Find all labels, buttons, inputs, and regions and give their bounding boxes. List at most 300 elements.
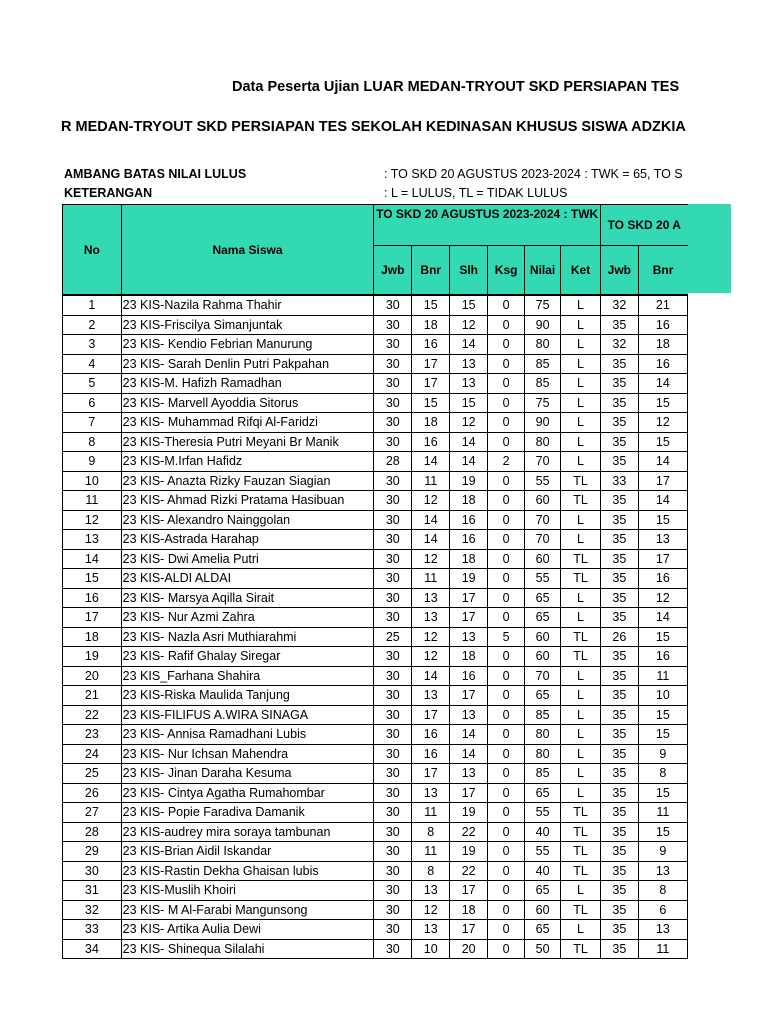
cell-name: 23 KIS- Rafif Ghalay Siregar	[121, 647, 374, 667]
cell-no: 10	[63, 471, 122, 491]
cell-bnr: 14	[412, 666, 450, 686]
cell-slh: 22	[450, 822, 488, 842]
cell-ksg: 0	[488, 588, 525, 608]
cell-ksg: 0	[488, 530, 525, 550]
cell-jwb-2: 26	[601, 627, 639, 647]
table-row	[63, 374, 688, 394]
cell-ksg: 0	[488, 569, 525, 589]
subheader-2-jwb: Jwb	[601, 246, 639, 296]
table-row	[63, 354, 688, 374]
cell-name: 23 KIS- Annisa Ramadhani Lubis	[121, 725, 374, 745]
cell-bnr: 18	[412, 413, 450, 433]
cell-jwb: 30	[374, 393, 412, 413]
cell-no: 28	[63, 822, 122, 842]
cell-slh: 17	[450, 783, 488, 803]
cell-slh: 14	[450, 452, 488, 472]
cell-jwb-2: 35	[601, 432, 639, 452]
cell-jwb: 30	[374, 744, 412, 764]
cell-bnr-2: 18	[638, 335, 687, 355]
cell-jwb: 30	[374, 764, 412, 784]
cell-bnr: 14	[412, 452, 450, 472]
cell-slh: 13	[450, 627, 488, 647]
cell-bnr: 18	[412, 315, 450, 335]
cell-name: 23 KIS- Cintya Agatha Rumahombar	[121, 783, 374, 803]
cell-no: 22	[63, 705, 122, 725]
cell-bnr: 16	[412, 335, 450, 355]
cell-jwb-2: 32	[601, 295, 639, 315]
cell-jwb-2: 35	[601, 705, 639, 725]
subheader-twk-ket: Ket	[561, 246, 601, 296]
cell-slh: 17	[450, 920, 488, 940]
cell-nilai: 80	[525, 725, 561, 745]
cell-ksg: 0	[488, 920, 525, 940]
cell-ksg: 0	[488, 374, 525, 394]
cell-jwb: 30	[374, 295, 412, 315]
cell-bnr: 17	[412, 354, 450, 374]
cell-name: 23 KIS- Dwi Amelia Putri	[121, 549, 374, 569]
cell-jwb: 30	[374, 861, 412, 881]
cell-jwb-2: 35	[601, 920, 639, 940]
cell-nilai: 65	[525, 881, 561, 901]
cell-ksg: 0	[488, 939, 525, 959]
cell-no: 34	[63, 939, 122, 959]
cell-no: 14	[63, 549, 122, 569]
table-row	[63, 822, 688, 842]
cell-ket: L	[561, 764, 601, 784]
cell-nilai: 60	[525, 647, 561, 667]
cell-ket: L	[561, 666, 601, 686]
cell-bnr-2: 8	[638, 881, 687, 901]
cell-slh: 19	[450, 569, 488, 589]
cell-jwb-2: 33	[601, 471, 639, 491]
cell-no: 13	[63, 530, 122, 550]
cell-name: 23 KIS- M Al-Farabi Mangunsong	[121, 900, 374, 920]
cell-ket: TL	[561, 569, 601, 589]
cell-no: 12	[63, 510, 122, 530]
cell-ksg: 0	[488, 900, 525, 920]
cell-bnr: 13	[412, 588, 450, 608]
cell-name: 23 KIS- Nazla Asri Muthiarahmi	[121, 627, 374, 647]
table-row	[63, 608, 688, 628]
cell-jwb-2: 35	[601, 588, 639, 608]
cell-bnr-2: 9	[638, 744, 687, 764]
cell-slh: 17	[450, 881, 488, 901]
cell-jwb-2: 35	[601, 666, 639, 686]
cell-bnr-2: 15	[638, 822, 687, 842]
cell-slh: 22	[450, 861, 488, 881]
cell-jwb: 30	[374, 335, 412, 355]
cell-ksg: 0	[488, 686, 525, 706]
subheader-2-bnr: Bnr	[638, 246, 687, 296]
cell-jwb-2: 35	[601, 413, 639, 433]
cell-nilai: 85	[525, 705, 561, 725]
cell-nilai: 70	[525, 510, 561, 530]
cell-jwb: 30	[374, 569, 412, 589]
cell-jwb: 30	[374, 432, 412, 452]
cell-jwb-2: 35	[601, 822, 639, 842]
cell-bnr-2: 11	[638, 939, 687, 959]
cell-jwb: 30	[374, 374, 412, 394]
cell-jwb-2: 35	[601, 374, 639, 394]
cell-slh: 14	[450, 432, 488, 452]
cell-ksg: 0	[488, 335, 525, 355]
header-group-twk: TO SKD 20 AGUSTUS 2023-2024 : TWK	[374, 205, 601, 246]
cell-name: 23 KIS- Artika Aulia Dewi	[121, 920, 374, 940]
cell-jwb: 30	[374, 413, 412, 433]
table-row	[63, 452, 688, 472]
cell-jwb-2: 35	[601, 608, 639, 628]
cell-no: 23	[63, 725, 122, 745]
cell-ksg: 0	[488, 549, 525, 569]
cell-ksg: 0	[488, 413, 525, 433]
table-row	[63, 413, 688, 433]
cell-ksg: 0	[488, 432, 525, 452]
cell-nilai: 60	[525, 491, 561, 511]
cell-ket: L	[561, 588, 601, 608]
cell-ket: L	[561, 783, 601, 803]
cell-jwb: 30	[374, 705, 412, 725]
cell-ket: TL	[561, 939, 601, 959]
cell-jwb: 30	[374, 354, 412, 374]
cell-name: 23 KIS-M. Hafizh Ramadhan	[121, 374, 374, 394]
cell-name: 23 KIS-Rastin Dekha Ghaisan lubis	[121, 861, 374, 881]
cell-bnr: 11	[412, 803, 450, 823]
cell-name: 23 KIS- Kendio Febrian Manurung	[121, 335, 374, 355]
cell-ksg: 0	[488, 705, 525, 725]
cell-name: 23 KIS- Popie Faradiva Damanik	[121, 803, 374, 823]
cell-ket: L	[561, 608, 601, 628]
cell-slh: 19	[450, 842, 488, 862]
cell-ksg: 0	[488, 881, 525, 901]
header-name: Nama Siswa	[121, 205, 374, 296]
cell-no: 5	[63, 374, 122, 394]
table-row	[63, 686, 688, 706]
cell-ket: L	[561, 413, 601, 433]
cell-jwb: 30	[374, 647, 412, 667]
cell-jwb-2: 35	[601, 510, 639, 530]
table-row	[63, 432, 688, 452]
cell-nilai: 55	[525, 569, 561, 589]
cell-name: 23 KIS-ALDI ALDAI	[121, 569, 374, 589]
results-table	[62, 204, 688, 959]
table-row	[63, 900, 688, 920]
cell-nilai: 70	[525, 452, 561, 472]
table-row	[63, 803, 688, 823]
cell-jwb: 30	[374, 588, 412, 608]
cell-no: 11	[63, 491, 122, 511]
cell-jwb-2: 35	[601, 725, 639, 745]
cell-bnr: 16	[412, 744, 450, 764]
cell-name: 23 KIS- Shinequa Silalahi	[121, 939, 374, 959]
cell-ket: L	[561, 744, 601, 764]
cell-jwb-2: 35	[601, 744, 639, 764]
cell-ksg: 0	[488, 764, 525, 784]
cell-slh: 16	[450, 666, 488, 686]
cell-ket: L	[561, 530, 601, 550]
cell-bnr-2: 9	[638, 842, 687, 862]
cell-ket: TL	[561, 627, 601, 647]
cell-jwb: 30	[374, 783, 412, 803]
subheader-twk-slh: Slh	[450, 246, 488, 296]
cell-ket: TL	[561, 900, 601, 920]
cell-bnr: 16	[412, 432, 450, 452]
table-row	[63, 705, 688, 725]
cell-no: 1	[63, 295, 122, 315]
cell-no: 9	[63, 452, 122, 472]
cell-slh: 12	[450, 315, 488, 335]
cell-name: 23 KIS-Riska Maulida Tanjung	[121, 686, 374, 706]
cell-nilai: 65	[525, 783, 561, 803]
cell-no: 20	[63, 666, 122, 686]
cell-no: 21	[63, 686, 122, 706]
cell-nilai: 65	[525, 920, 561, 940]
cell-jwb-2: 35	[601, 315, 639, 335]
cell-bnr-2: 21	[638, 295, 687, 315]
cell-jwb-2: 35	[601, 393, 639, 413]
cell-bnr-2: 13	[638, 861, 687, 881]
cell-name: 23 KIS- Sarah Denlin Putri Pakpahan	[121, 354, 374, 374]
threshold-row	[64, 167, 683, 181]
cell-jwb: 30	[374, 822, 412, 842]
cell-no: 31	[63, 881, 122, 901]
cell-bnr-2: 14	[638, 374, 687, 394]
cell-ksg: 0	[488, 471, 525, 491]
cell-slh: 13	[450, 705, 488, 725]
cell-no: 2	[63, 315, 122, 335]
cell-ket: L	[561, 354, 601, 374]
table-row	[63, 295, 688, 315]
cell-ksg: 0	[488, 491, 525, 511]
cell-ksg: 0	[488, 315, 525, 335]
cell-nilai: 65	[525, 608, 561, 628]
cell-nilai: 70	[525, 666, 561, 686]
cell-nilai: 85	[525, 354, 561, 374]
cell-bnr-2: 13	[638, 530, 687, 550]
cell-nilai: 60	[525, 627, 561, 647]
cell-slh: 18	[450, 647, 488, 667]
cell-slh: 13	[450, 764, 488, 784]
cell-name: 23 KIS-Nazila Rahma Thahir	[121, 295, 374, 315]
cell-ksg: 0	[488, 354, 525, 374]
cell-ksg: 5	[488, 627, 525, 647]
cell-bnr-2: 14	[638, 491, 687, 511]
cell-ket: TL	[561, 803, 601, 823]
cell-ket: TL	[561, 491, 601, 511]
cell-bnr: 12	[412, 647, 450, 667]
cell-no: 17	[63, 608, 122, 628]
cell-jwb: 30	[374, 803, 412, 823]
table-row	[63, 510, 688, 530]
cell-nilai: 60	[525, 900, 561, 920]
cell-ket: TL	[561, 822, 601, 842]
cell-slh: 19	[450, 471, 488, 491]
cell-jwb-2: 35	[601, 647, 639, 667]
cell-ksg: 0	[488, 861, 525, 881]
cell-jwb: 30	[374, 315, 412, 335]
cell-jwb: 30	[374, 530, 412, 550]
cell-jwb: 30	[374, 666, 412, 686]
cell-bnr-2: 15	[638, 393, 687, 413]
cell-no: 3	[63, 335, 122, 355]
cell-no: 4	[63, 354, 122, 374]
cell-ket: L	[561, 452, 601, 472]
cell-jwb: 30	[374, 471, 412, 491]
cell-nilai: 55	[525, 842, 561, 862]
table-row	[63, 549, 688, 569]
cell-nilai: 40	[525, 822, 561, 842]
cell-jwb-2: 35	[601, 354, 639, 374]
cell-bnr: 11	[412, 471, 450, 491]
cell-no: 27	[63, 803, 122, 823]
cell-no: 26	[63, 783, 122, 803]
cell-slh: 15	[450, 393, 488, 413]
cell-bnr-2: 17	[638, 471, 687, 491]
cell-name: 23 KIS-Friscilya Simanjuntak	[121, 315, 374, 335]
cell-bnr-2: 16	[638, 354, 687, 374]
cell-bnr-2: 15	[638, 432, 687, 452]
cell-slh: 14	[450, 725, 488, 745]
cell-nilai: 90	[525, 315, 561, 335]
cell-nilai: 65	[525, 588, 561, 608]
cell-jwb-2: 35	[601, 900, 639, 920]
cell-slh: 13	[450, 354, 488, 374]
cell-ket: L	[561, 686, 601, 706]
cell-bnr-2: 13	[638, 920, 687, 940]
cell-slh: 15	[450, 295, 488, 315]
cell-bnr: 13	[412, 686, 450, 706]
cell-name: 23 KIS- Anazta Rizky Fauzan Siagian	[121, 471, 374, 491]
table-row	[63, 939, 688, 959]
cell-name: 23 KIS-Brian Aidil Iskandar	[121, 842, 374, 862]
note-row	[64, 186, 567, 200]
cell-name: 23 KIS- Ahmad Rizki Pratama Hasibuan	[121, 491, 374, 511]
cell-ket: L	[561, 705, 601, 725]
cell-bnr: 14	[412, 510, 450, 530]
cell-name: 23 KIS- Jinan Daraha Kesuma	[121, 764, 374, 784]
cell-nilai: 80	[525, 335, 561, 355]
table-row	[63, 861, 688, 881]
cell-bnr-2: 15	[638, 783, 687, 803]
cell-ksg: 0	[488, 666, 525, 686]
cell-bnr: 12	[412, 627, 450, 647]
table-row	[63, 666, 688, 686]
cell-slh: 18	[450, 900, 488, 920]
cell-jwb: 30	[374, 900, 412, 920]
cell-ksg: 0	[488, 295, 525, 315]
cell-jwb: 30	[374, 549, 412, 569]
cell-bnr-2: 15	[638, 705, 687, 725]
cell-bnr-2: 15	[638, 627, 687, 647]
cell-bnr: 15	[412, 393, 450, 413]
cell-ket: TL	[561, 861, 601, 881]
cell-jwb: 30	[374, 881, 412, 901]
cell-nilai: 40	[525, 861, 561, 881]
table-row	[63, 725, 688, 745]
table-row	[63, 842, 688, 862]
cell-jwb: 30	[374, 491, 412, 511]
cell-jwb-2: 35	[601, 803, 639, 823]
cell-ksg: 0	[488, 803, 525, 823]
cell-no: 7	[63, 413, 122, 433]
cell-bnr: 8	[412, 822, 450, 842]
cell-ksg: 0	[488, 393, 525, 413]
cell-jwb-2: 35	[601, 686, 639, 706]
cell-slh: 20	[450, 939, 488, 959]
cell-no: 18	[63, 627, 122, 647]
cell-name: 23 KIS- Muhammad Rifqi Al-Faridzi	[121, 413, 374, 433]
cell-bnr: 16	[412, 725, 450, 745]
cell-bnr-2: 15	[638, 510, 687, 530]
header-no: No	[63, 205, 122, 296]
cell-jwb: 30	[374, 842, 412, 862]
cell-ksg: 0	[488, 725, 525, 745]
cell-no: 33	[63, 920, 122, 940]
threshold-label: AMBANG BATAS NILAI LULUS	[64, 167, 247, 181]
cell-ksg: 0	[488, 608, 525, 628]
cell-ksg: 0	[488, 744, 525, 764]
table-row	[63, 569, 688, 589]
cell-bnr-2: 6	[638, 900, 687, 920]
subheader-twk-ksg: Ksg	[488, 246, 525, 296]
cell-slh: 17	[450, 608, 488, 628]
cell-slh: 18	[450, 549, 488, 569]
cell-name: 23 KIS- Marvell Ayoddia Sitorus	[121, 393, 374, 413]
cell-jwb-2: 35	[601, 861, 639, 881]
cell-jwb-2: 35	[601, 881, 639, 901]
cell-name: 23 KIS-M.Irfan Hafidz	[121, 452, 374, 472]
cell-bnr: 17	[412, 374, 450, 394]
cell-name: 23 KIS-Muslih Khoiri	[121, 881, 374, 901]
cell-jwb: 30	[374, 686, 412, 706]
cell-bnr: 12	[412, 900, 450, 920]
cell-ksg: 0	[488, 510, 525, 530]
cell-nilai: 75	[525, 393, 561, 413]
cell-no: 19	[63, 647, 122, 667]
cell-ket: L	[561, 881, 601, 901]
header-group-2: TO SKD 20 A	[601, 205, 688, 246]
cell-bnr: 13	[412, 920, 450, 940]
cell-ket: L	[561, 295, 601, 315]
cell-jwb: 30	[374, 608, 412, 628]
cell-bnr: 8	[412, 861, 450, 881]
cell-slh: 17	[450, 686, 488, 706]
cell-name: 23 KIS-Theresia Putri Meyani Br Manik	[121, 432, 374, 452]
cell-jwb: 30	[374, 939, 412, 959]
subheader-twk-jwb: Jwb	[374, 246, 412, 296]
cell-bnr-2: 17	[638, 549, 687, 569]
sheet-subtitle: R MEDAN-TRYOUT SKD PERSIAPAN TES SEKOLAH KEDINASAN KHUSUS SISWA ADZKIA	[61, 119, 686, 135]
cell-no: 6	[63, 393, 122, 413]
cell-bnr-2: 11	[638, 803, 687, 823]
table-row	[63, 393, 688, 413]
cell-name: 23 KIS- Nur Azmi Zahra	[121, 608, 374, 628]
cell-jwb: 25	[374, 627, 412, 647]
cell-nilai: 65	[525, 686, 561, 706]
cell-nilai: 80	[525, 432, 561, 452]
cell-bnr: 15	[412, 295, 450, 315]
cell-slh: 14	[450, 335, 488, 355]
cell-name: 23 KIS- Marsya Aqilla Sirait	[121, 588, 374, 608]
cell-bnr-2: 12	[638, 588, 687, 608]
cell-jwb-2: 35	[601, 452, 639, 472]
cell-bnr-2: 16	[638, 569, 687, 589]
cell-nilai: 75	[525, 295, 561, 315]
cell-nilai: 70	[525, 530, 561, 550]
cell-bnr: 11	[412, 842, 450, 862]
cell-slh: 14	[450, 744, 488, 764]
cell-nilai: 85	[525, 764, 561, 784]
cell-ket: TL	[561, 842, 601, 862]
